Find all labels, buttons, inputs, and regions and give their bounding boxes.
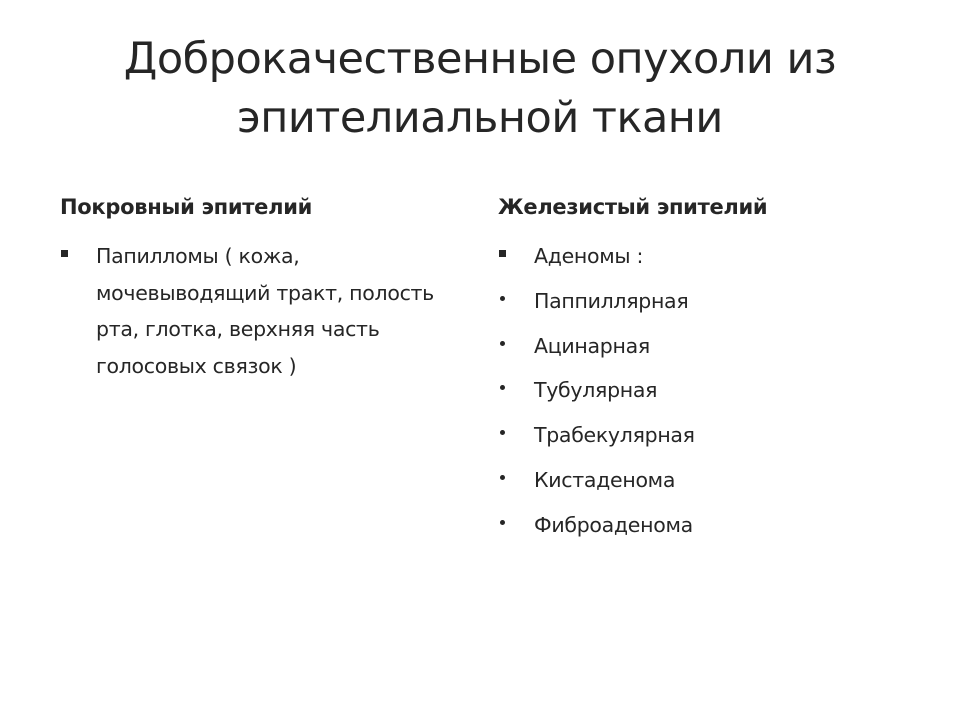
right-column-heading: Железистый эпителий bbox=[498, 195, 768, 219]
list-item bbox=[498, 283, 908, 319]
list-item bbox=[498, 372, 908, 408]
left-column-list bbox=[60, 238, 450, 384]
list-item-text: Кистаденома bbox=[534, 467, 676, 492]
list-item-text: Ацинарная bbox=[534, 333, 650, 358]
list-item bbox=[498, 238, 908, 274]
list-item-text: Паппиллярная bbox=[534, 288, 689, 313]
list-item-text: Папилломы ( кожа, мочевыводящий тракт, полость рта, глотка, верхняя часть голосовых связок ) bbox=[96, 244, 434, 378]
left-column-heading: Покровный эпителий bbox=[60, 195, 313, 219]
list-item bbox=[498, 462, 908, 498]
list-item bbox=[60, 238, 450, 384]
right-column-list bbox=[498, 238, 908, 543]
list-item-text: Аденомы : bbox=[534, 244, 644, 268]
left-column bbox=[60, 192, 450, 384]
list-item-text: Тубулярная bbox=[534, 378, 658, 403]
slide-title: Доброкачественные опухоли из эпителиальной ткани bbox=[123, 34, 837, 143]
list-item-text: Фиброаденома bbox=[534, 512, 693, 537]
list-item bbox=[498, 328, 908, 364]
right-column bbox=[498, 192, 908, 552]
list-item-text: Трабекулярная bbox=[534, 423, 695, 448]
list-item bbox=[498, 417, 908, 453]
list-item bbox=[498, 507, 908, 543]
